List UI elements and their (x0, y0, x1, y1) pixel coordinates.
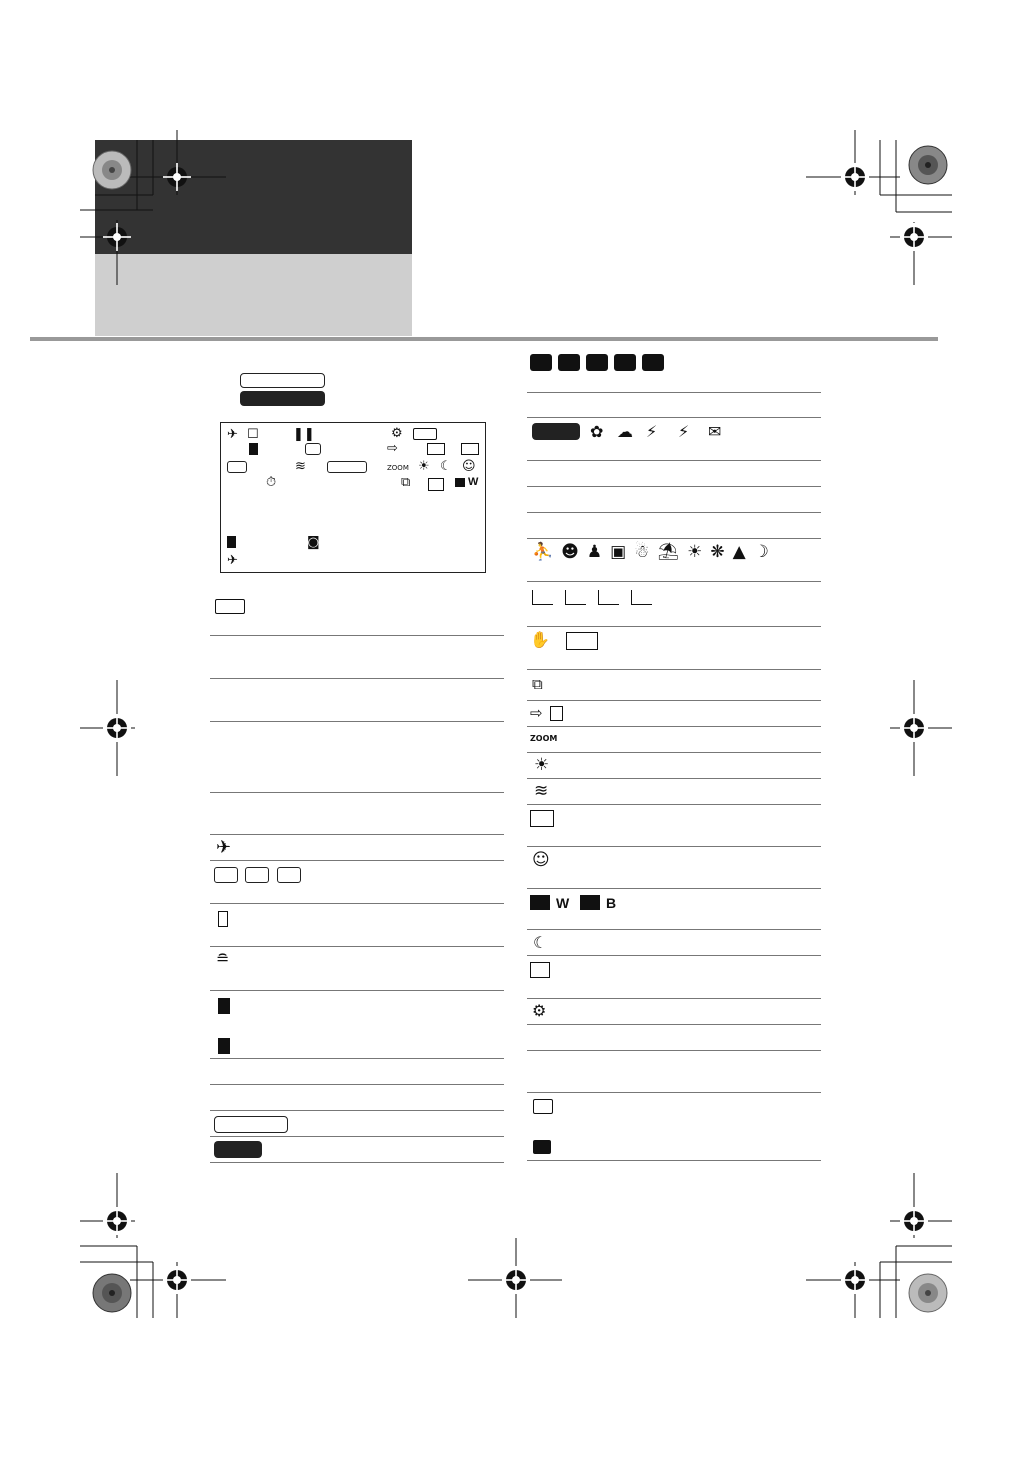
row-divider (210, 792, 504, 793)
wide-blank-box-icon (327, 461, 367, 473)
beach-icon: ⛱ (657, 542, 680, 562)
ia-lowlight-icon (642, 354, 664, 371)
ia-scenery-icon (586, 354, 608, 371)
row-divider (527, 392, 821, 393)
fade-white-label: W (468, 476, 479, 488)
row-divider (527, 512, 821, 513)
wind-cut-icon: ≋ (295, 459, 306, 474)
battery-icon (215, 599, 245, 614)
fade-icon (530, 895, 550, 910)
gear-flower-icon: ✿ (590, 422, 604, 441)
night-scenery-icon: ☽ (753, 542, 769, 562)
row-divider (210, 860, 504, 861)
fade-icon (455, 478, 465, 487)
mode-box-icon (277, 867, 301, 883)
backlight-icon (530, 810, 554, 827)
self-timer-icon: ⏱ (266, 475, 277, 490)
mode-pill-dark (240, 391, 325, 406)
spotlight-icon: ♟ (586, 542, 603, 562)
row-divider (527, 929, 821, 930)
multi-burst-icon: ⧉ (401, 475, 411, 490)
row-divider (527, 726, 821, 727)
ia-auto-icon (530, 354, 552, 371)
mode-box-icon (214, 867, 238, 883)
row-divider (527, 669, 821, 670)
night-icon: ☾ (440, 459, 452, 474)
mode-pill-outline (214, 1116, 288, 1133)
mode-pill-outline (240, 373, 325, 388)
tray-icon: ✉ (708, 422, 722, 441)
white-balance-icons (532, 590, 652, 605)
sports-icon: ⛹ (532, 542, 554, 562)
sd-card-icon (218, 1038, 230, 1054)
scene-mode-icon: ✈︎ (227, 427, 238, 442)
face-icon: ☺ (462, 459, 476, 474)
row-divider (210, 678, 504, 679)
wb-auto-icon (532, 590, 553, 605)
pause-icon: ❚❚ (293, 427, 315, 442)
airplane-icon: ✈ (216, 837, 232, 858)
row-divider (527, 846, 821, 847)
low-light-icon: ▣ (610, 542, 627, 562)
fade-icon (580, 895, 600, 910)
camera-outline-icon (533, 1099, 553, 1114)
brightness-icon: ☀ (418, 459, 430, 474)
snow-icon: ☃ (634, 542, 650, 562)
row-divider (527, 778, 821, 779)
blank-box-icon (227, 461, 247, 473)
row-divider (527, 538, 821, 539)
row-divider (527, 1024, 821, 1025)
shake-icon (427, 443, 445, 455)
scene-icons (532, 543, 769, 561)
zoom-mic-icon: ZOOM (387, 464, 409, 472)
row-divider (210, 990, 504, 991)
portrait-icon (428, 478, 444, 491)
row-divider (210, 834, 504, 835)
relay-icon: ⇨ (530, 704, 543, 722)
backlight-icon (461, 443, 479, 455)
wb-manual-icon (631, 590, 652, 605)
row-divider (210, 635, 504, 636)
mode-pill-dark (532, 423, 580, 440)
row-divider (527, 626, 821, 627)
row-divider (527, 581, 821, 582)
brightness-icon: ☀ (534, 755, 550, 775)
intelligent-auto-icon: ⚙ (532, 1001, 547, 1020)
wind-cut-icon: ≋ (534, 781, 549, 801)
row-divider (527, 486, 821, 487)
multi-burst-icon: ⧉ (532, 675, 543, 693)
row-divider (210, 903, 504, 904)
camera-filled-icon (533, 1140, 551, 1154)
built-in-memory-icon (218, 911, 228, 927)
ois-icon: ✋ (530, 630, 550, 649)
sd-card-icon (249, 443, 258, 455)
camera-icon: ◙ (307, 535, 320, 550)
row-divider (527, 1092, 821, 1093)
battery-icon (413, 428, 437, 440)
row-divider (527, 1160, 821, 1161)
wb-indoor-icon (565, 590, 586, 605)
sunset-icon: ☀ (687, 542, 703, 562)
row-divider (527, 752, 821, 753)
row-divider (210, 721, 504, 722)
zoom-mic-icon: ZOOM (530, 734, 558, 743)
mode-pill-dark (214, 1141, 262, 1158)
white-balance-icon: ☐ (247, 427, 259, 442)
sd-card-icon (218, 998, 230, 1014)
row-divider (527, 888, 821, 889)
wb-outdoor-icon (598, 590, 619, 605)
sd-card-icon (227, 536, 236, 548)
row-divider (527, 460, 821, 461)
face-icon: ☺ (532, 850, 550, 870)
cloud-icon: ☁ (617, 422, 633, 441)
airplane-icon: ✈ (227, 553, 238, 568)
ia-portrait-icon (558, 354, 580, 371)
row-divider (210, 1136, 504, 1137)
row-divider (527, 955, 821, 956)
row-divider (210, 1162, 504, 1163)
flash-2-icon: ⚡ (678, 422, 690, 441)
portrait-icon (530, 962, 550, 978)
fireworks-icon: ❋ (710, 542, 725, 562)
ois-active-icon (566, 632, 598, 650)
screen-display-sample (220, 422, 486, 573)
row-divider (527, 700, 821, 701)
row-divider (210, 1110, 504, 1111)
row-divider (210, 1084, 504, 1085)
ia-spotlight-icon (614, 354, 636, 371)
mode-box-icon (245, 867, 269, 883)
row-divider (210, 1058, 504, 1059)
intelligent-auto-icon: ⚙ (391, 426, 403, 441)
fade-white-label: W (556, 895, 570, 911)
row-divider (210, 946, 504, 947)
row-divider (527, 804, 821, 805)
row-divider (527, 417, 821, 418)
row-divider (527, 1050, 821, 1051)
relay-media-icon (550, 706, 563, 721)
row-divider (527, 998, 821, 999)
flash-1-icon: ⚡ (646, 422, 658, 441)
portrait-icon: ☻ (561, 542, 579, 562)
hdd-icon: ≘ (216, 949, 230, 968)
scenery-icon: ▲ (732, 542, 746, 562)
blank-box-icon (305, 443, 321, 455)
video-light-icon: ⇨ (387, 441, 398, 456)
fade-black-label: B (606, 895, 617, 911)
ia-mode-icons (530, 354, 664, 371)
night-icon: ☾ (533, 933, 548, 952)
